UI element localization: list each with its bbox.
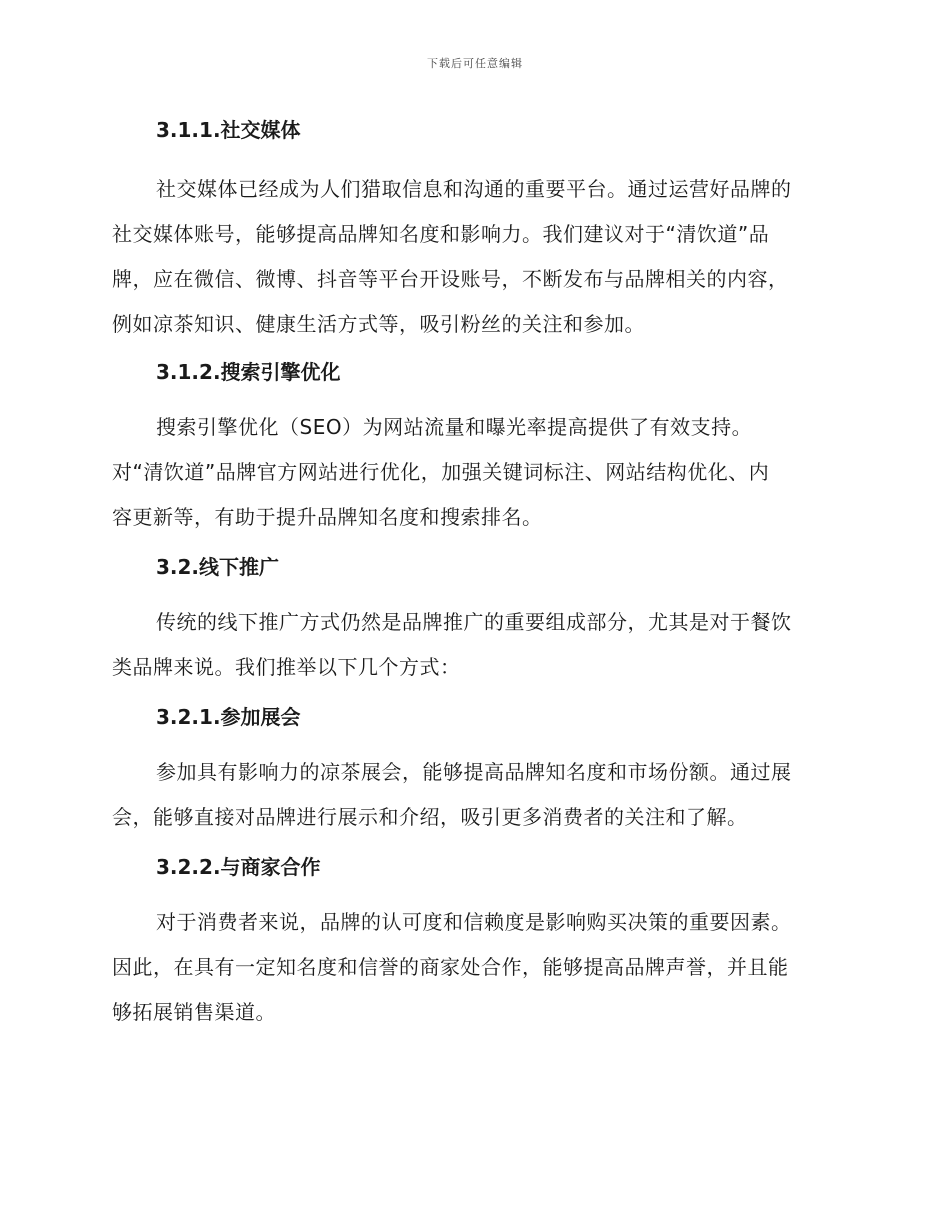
text-line: 够拓展销售渠道。 <box>112 1000 276 1024</box>
text-line: 牌，应在微信、微博、抖音等平台开设账号，不断发布与品牌相关的内容， <box>112 267 789 291</box>
section-paragraph-3-2-2 <box>112 900 832 1035</box>
text-line: 传统的线下推广方式仍然是品牌推广的重要组成部分，尤其是对于餐饮 <box>156 610 792 634</box>
section-paragraph-3-2-1 <box>112 750 832 840</box>
text-line: 例如凉茶知识、健康生活方式等，吸引粉丝的关注和参加。 <box>112 312 645 336</box>
section-paragraph-3-1-2 <box>112 405 832 540</box>
text-line: 社交媒体账号，能够提高品牌知名度和影响力。我们建议对于“清饮道”品 <box>112 222 770 246</box>
section-paragraph-3-2 <box>112 600 832 690</box>
text-line: 参加具有影响力的凉茶展会，能够提高品牌知名度和市场份额。通过展 <box>156 760 792 784</box>
section-heading-3-2: 3.2.线下推广 <box>156 555 280 579</box>
text-line: 容更新等，有助于提升品牌知名度和搜索排名。 <box>112 505 543 529</box>
section-heading-3-1-1: 3.1.1.社交媒体 <box>156 118 301 142</box>
text-line: 对“清饮道”品牌官方网站进行优化，加强关键词标注、网站结构优化、内 <box>112 460 770 484</box>
text-line: 社交媒体已经成为人们猎取信息和沟通的重要平台。通过运营好品牌的 <box>156 177 792 201</box>
page-header: 下载后可任意编辑 <box>427 57 523 70</box>
text-line: 类品牌来说。我们推举以下几个方式： <box>112 655 461 679</box>
section-heading-3-2-2: 3.2.2.与商家合作 <box>156 855 321 879</box>
section-heading-3-1-2: 3.1.2.搜索引擎优化 <box>156 360 341 384</box>
document-body <box>112 110 832 1035</box>
section-paragraph-3-1-1 <box>112 167 832 347</box>
section-heading-3-2-1: 3.2.1.参加展会 <box>156 705 301 729</box>
text-line: 会，能够直接对品牌进行展示和介绍，吸引更多消费者的关注和了解。 <box>112 805 748 829</box>
text-line: 对于消费者来说，品牌的认可度和信赖度是影响购买决策的重要因素。 <box>156 910 792 934</box>
text-line: 搜索引擎优化（SEO）为网站流量和曝光率提高提供了有效支持。 <box>156 415 753 439</box>
text-line: 因此，在具有一定知名度和信誉的商家处合作，能够提高品牌声誉，并且能 <box>112 955 789 979</box>
